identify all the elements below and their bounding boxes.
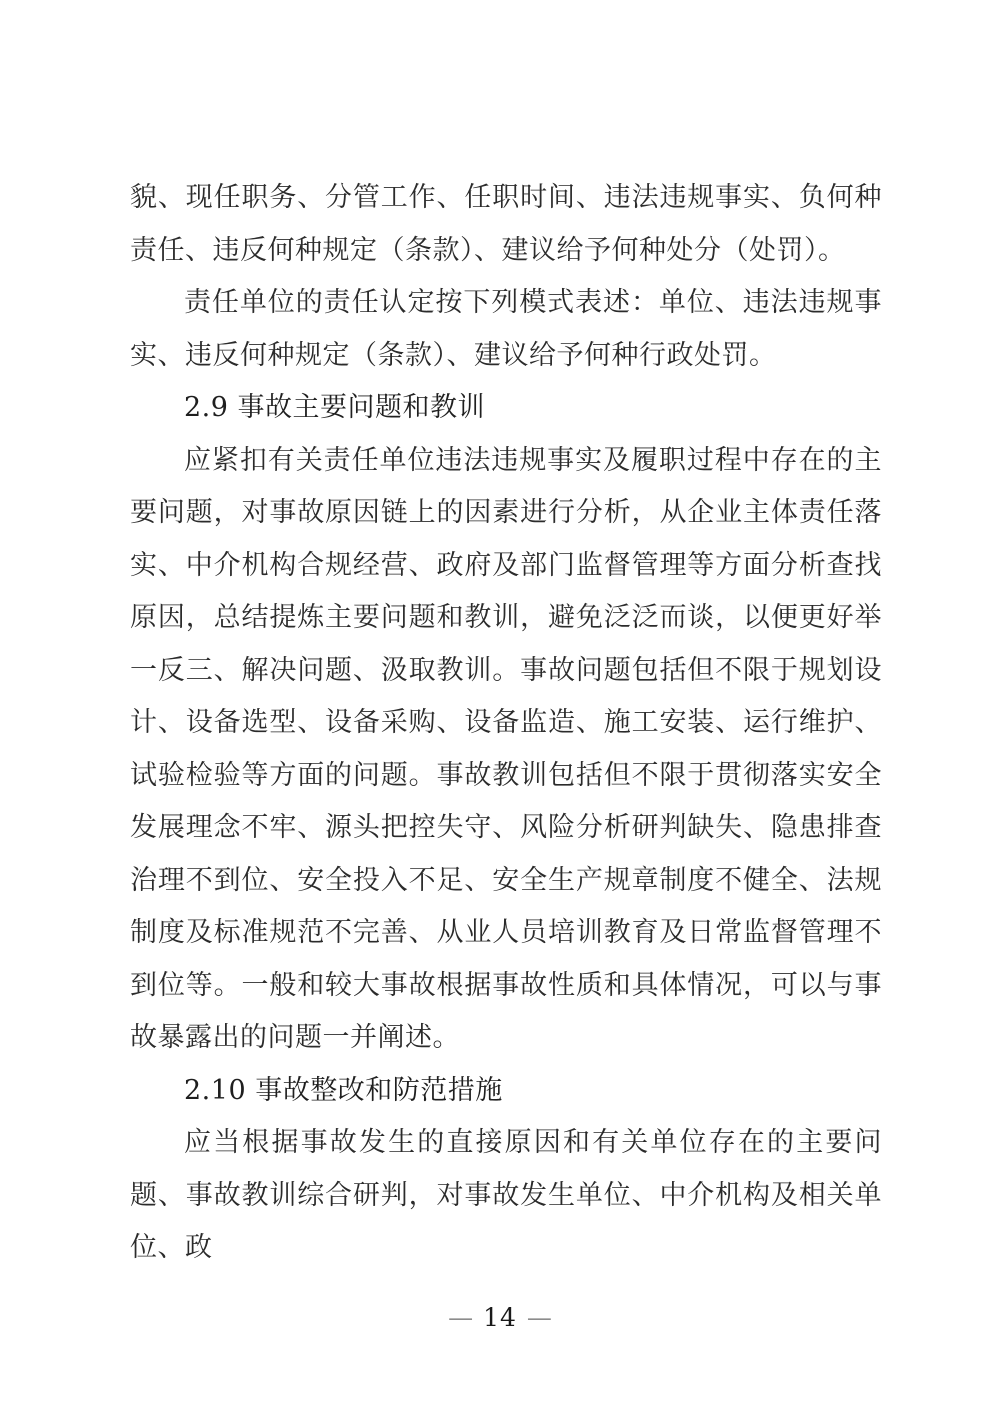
page-footer — [0, 1300, 1000, 1336]
page-body — [130, 172, 882, 1275]
paragraph-problems-lessons: 应紧扣有关责任单位违法违规事实及履职过程中存在的主要问题，对事故原因链上的因素进行分析，从企业主体责任落实、中介机构合规经营、政府及部门监督管理等方面分析查找原因，总结提炼主要问题和教训，避免泛泛而谈，以便更好举一反三、解决问题、汲取教训。事故问题包括但不限于规划设计、设备选型、设备采购、设备监造、施工安装、运行维护、试验检验等方面的问题。事故教训包括但不限于贯彻落实安全发展理念不牢、源头把控失守、风险分析研判缺失、隐患排查治理不到位、安全投入不足、安全生产规章制度不健全、法规制度及标准规范不完善、从业人员培训教育及日常监督管理不到位等。一般和较大事故根据事故性质和具体情况，可以与事故暴露出的问题一并阐述。 — [130, 444, 882, 1053]
section-heading-2-9: 2.9 事故主要问题和教训 — [184, 392, 486, 423]
paragraph-responsible-unit: 责任单位的责任认定按下列模式表述：单位、违法违规事实、违反何种规定（条款）、建议给予何种行政处罚。 — [130, 287, 882, 371]
footer-dash-right: — — [526, 1303, 552, 1332]
paragraph-continuation: 貌、现任职务、分管工作、任职时间、违法违规事实、负何种责任、违反何种规定（条款）、建议给予何种处分（处罚）。 — [130, 182, 882, 266]
section-heading-2-10: 2.10 事故整改和防范措施 — [184, 1074, 503, 1106]
paragraph-rectification-measures: 应当根据事故发生的直接原因和有关单位存在的主要问题、事故教训综合研判，对事故发生单位、中介机构及相关单位、政 — [130, 1127, 882, 1263]
page-number: 14 — [483, 1303, 517, 1332]
footer-dash-left: — — [448, 1303, 474, 1332]
